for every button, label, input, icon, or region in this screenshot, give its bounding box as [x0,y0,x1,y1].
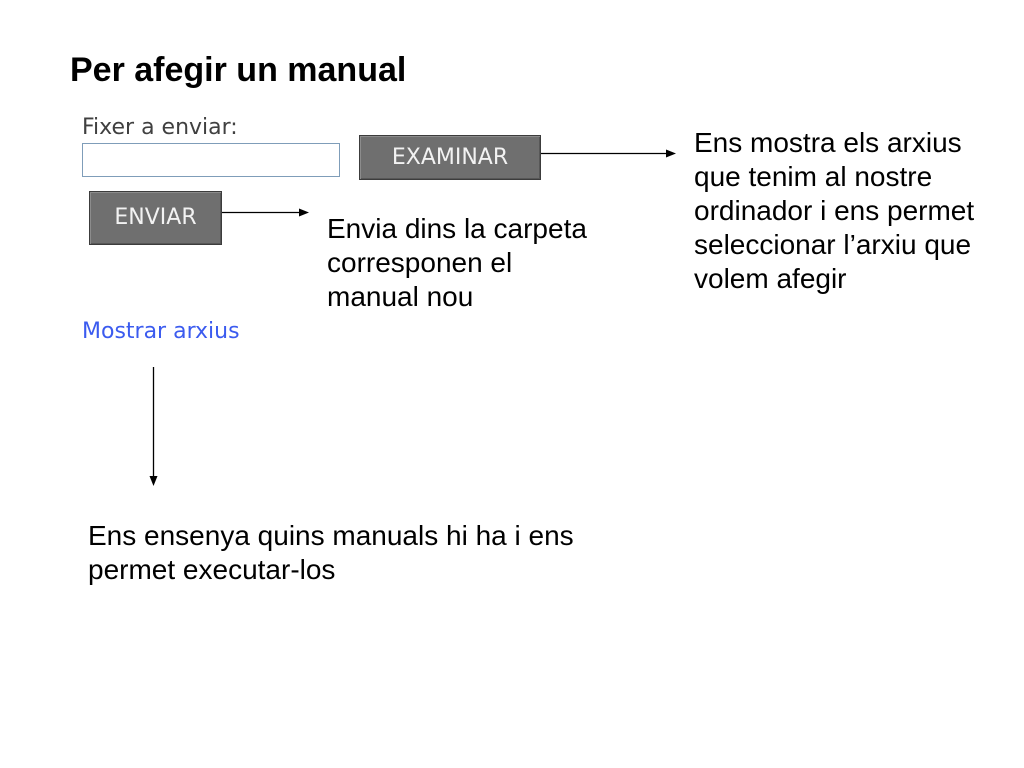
annotation-line: Ens mostra els arxius [694,127,962,158]
submit-annotation [327,212,587,314]
arrowhead [150,476,158,486]
annotation-line: corresponen el [327,247,513,278]
arrow-submit-to-note [222,209,309,217]
annotation-line: Ens ensenya quins manuals hi ha i ens [88,520,574,551]
annotation-line: ordinador i ens permet [694,195,975,226]
annotation-line: volem afegir [694,263,847,294]
file-path-input[interactable] [82,143,340,177]
annotation-line: manual nou [327,281,474,312]
file-label: Fixer a enviar: [82,115,238,140]
slide-title: Per afegir un manual [70,51,407,89]
show-files-annotation [88,519,574,587]
annotation-line: permet executar-los [88,554,336,585]
submit-button[interactable]: ENVIAR [89,191,222,245]
arrow-browse-to-note [541,150,676,158]
browse-button[interactable]: EXAMINAR [359,135,541,180]
show-files-link[interactable]: Mostrar arxius [82,319,240,344]
annotation-line: Envia dins la carpeta [327,213,587,244]
arrow-show-files-to-note [150,367,158,486]
annotation-line: que tenim al nostre [694,161,933,192]
annotation-line: seleccionar l’arxiu que [694,229,972,260]
arrowhead [299,209,309,217]
arrowhead [666,150,676,158]
browse-annotation [694,126,974,296]
